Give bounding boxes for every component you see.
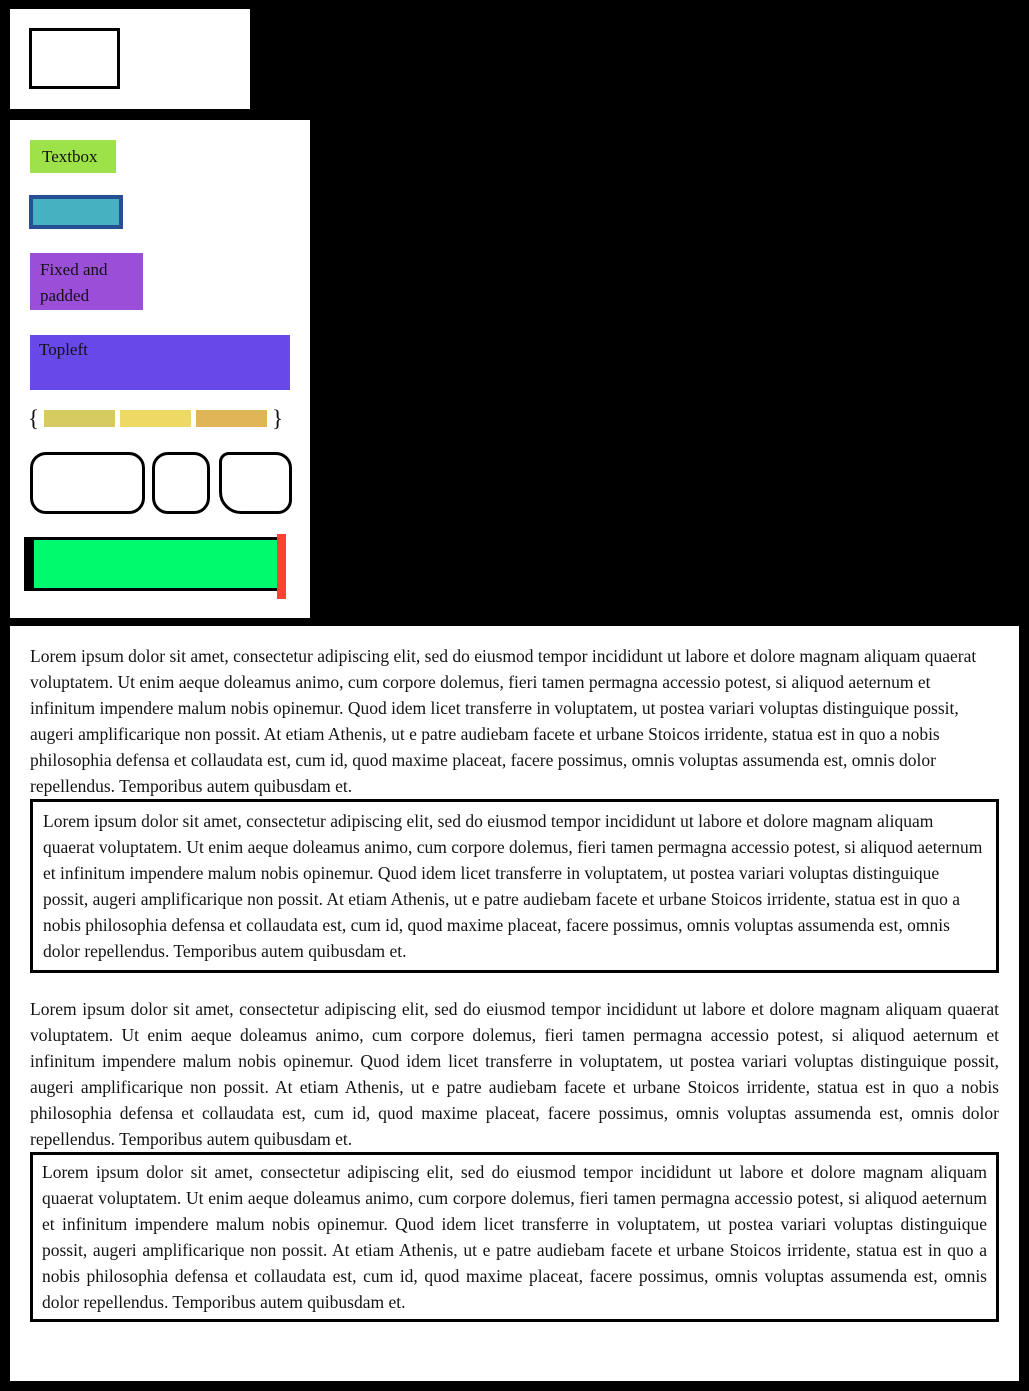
lorem-paragraph-justified: Lorem ipsum dolor sit amet, consectetur adipiscing elit, sed do eiusmod tempor incididunt ut labore et dolore magnam aliquam quaerat voluptatem. Ut enim aeque doleamus animo, cum corpore dolemus, fieri tamen permagna accessio potest, si aliquod aeternum et infinitum impendere malum nobis opinemur. Quod idem licet transferre in voluptatem, ut postea variari voluptas distinguique possit, augeri amplificarique non possit. At etiam Athenis, ut e patre audiebam facete et urbane Stoicos irridente, statua est in quo a nobis philosophia defensa et collaudata est, cum id, quod maxime placeat, facere possimus, omnis voluptas assumenda est, omnis dolor repellendus. Temporibus autem quibusdam et. xyxy=(30,999,999,1149)
topleft-box xyxy=(30,335,290,390)
teal-bordered-box xyxy=(29,195,123,229)
textbox-label: Textbox xyxy=(42,146,98,166)
color-swatch-row xyxy=(28,406,283,430)
text-panel xyxy=(10,626,1019,1381)
lorem-paragraph-boxed-justified-text: Lorem ipsum dolor sit amet, consectetur adipiscing elit, sed do eiusmod tempor incididunt ut labore et dolore magnam aliquam quaerat voluptatem. Ut enim aeque doleamus animo, cum corpore dolemus, fieri tamen permagna accessio potest, si aliquod aeternum et infinitum impendere malum nobis opinemur. Quod idem licet transferre in voluptatem, ut postea variari voluptas distinguique possit, augeri amplificarique non possit. At etiam Athenis, ut e patre audiebam facete et urbane Stoicos irridente, statua est in quo a nobis philosophia defensa et collaudata est, cum id, quod maxime placeat, facere possimus, omnis voluptas assumenda est, omnis dolor repellendus. Temporibus autem quibusdam et. xyxy=(42,1162,987,1312)
fixed-padded-label: Fixed and padded xyxy=(40,260,108,305)
rounded-box-mixed-radius xyxy=(219,452,292,514)
green-progress-bar xyxy=(24,537,277,591)
swatch-gold xyxy=(196,410,267,427)
swatch-olive xyxy=(44,410,115,427)
bordered-inner-box xyxy=(29,28,120,89)
open-brace: { xyxy=(28,405,40,431)
swatch-yellow xyxy=(120,410,191,427)
lorem-paragraph-boxed xyxy=(30,799,999,973)
lorem-paragraph-plain: Lorem ipsum dolor sit amet, consectetur adipiscing elit, sed do eiusmod tempor incididunt ut labore et dolore magnam aliquam quaerat voluptatem. Ut enim aeque doleamus animo, cum corpore dolemus, fieri tamen permagna accessio potest, si aliquod aeternum et infinitum impendere malum nobis opinemur. Quod idem licet transferre in voluptatem, ut postea variari voluptas distinguique possit, augeri amplificarique non possit. At etiam Athenis, ut e patre audiebam facete et urbane Stoicos irridente, statua est in quo a nobis philosophia defensa et collaudata est, cum id, quod maxime placeat, facere possimus, omnis voluptas assumenda est, omnis dolor repellendus. Temporibus autem quibusdam et. xyxy=(30,646,977,796)
lorem-paragraph-boxed-justified xyxy=(30,1152,999,1322)
topleft-label: Topleft xyxy=(39,340,88,359)
top-panel xyxy=(10,9,250,109)
close-brace: } xyxy=(272,405,284,431)
rounded-box-small xyxy=(152,452,210,514)
rounded-box-large xyxy=(30,452,145,514)
textbox-widget[interactable] xyxy=(30,140,116,173)
fixed-padded-box xyxy=(30,253,143,310)
widgets-panel xyxy=(10,120,310,618)
progress-bar-red-cap xyxy=(277,534,286,599)
lorem-paragraph-boxed-text: Lorem ipsum dolor sit amet, consectetur adipiscing elit, sed do eiusmod tempor incididunt ut labore et dolore magnam aliquam quaerat voluptatem. Ut enim aeque doleamus animo, cum corpore dolemus, fieri tamen permagna accessio potest, si aliquod aeternum et infinitum impendere malum nobis opinemur. Quod idem licet transferre in voluptatem, ut postea variari voluptas distinguique possit, augeri amplificarique non possit. At etiam Athenis, ut e patre audiebam facete et urbane Stoicos irridente, statua est in quo a nobis philosophia defensa et collaudata est, cum id, quod maxime placeat, facere possimus, omnis voluptas assumenda est, omnis dolor repellendus. Temporibus autem quibusdam et. xyxy=(43,811,983,961)
